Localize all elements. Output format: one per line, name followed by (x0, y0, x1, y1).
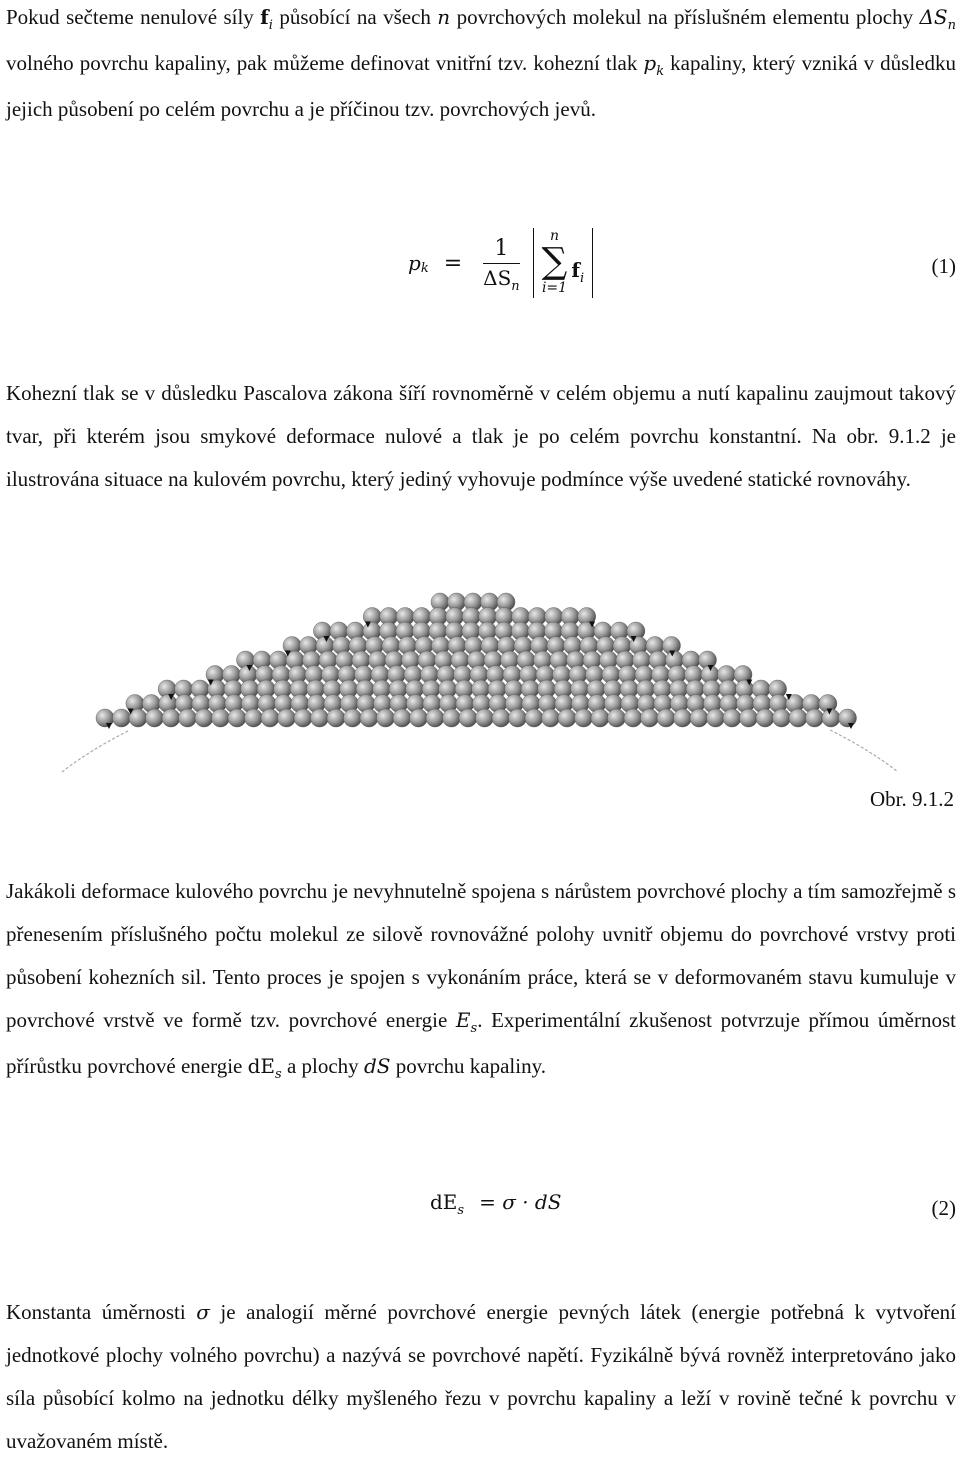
equation-2: $dE_s = \sigma$ · dS (2) (430, 1190, 956, 1220)
molecule (608, 709, 626, 727)
molecule (228, 709, 246, 727)
figure-spherical-surface-molecules (60, 590, 900, 780)
molecule (360, 709, 378, 727)
molecule (179, 709, 197, 727)
spherical-surface-arc-right (830, 730, 898, 772)
molecule (723, 709, 741, 727)
molecule (542, 709, 560, 727)
molecule (459, 709, 477, 727)
summation-symbol: n ∑ i=1 (541, 228, 568, 296)
molecule (756, 709, 774, 727)
molecule (492, 709, 510, 727)
molecule (558, 709, 576, 727)
molecule (278, 709, 296, 727)
molecule (509, 709, 527, 727)
molecule (476, 709, 494, 727)
equation-1: $p_k$ = $\frac{1}{\Delta S_n}$ n ∑ i=1 $f_i$ (1) (408, 228, 956, 296)
molecule (789, 709, 807, 727)
molecule (839, 709, 857, 727)
equation-1-number: (1) (931, 254, 956, 278)
molecule (591, 709, 609, 727)
molecule (393, 709, 411, 727)
paragraph-cohesive-intro: Pokud sečteme nenulové síly $f_i$ působící na všech n povrchových molekul na příslušném elementu plochy $\Delta S_n$ volného povrchu kapaliny, pak můžeme definovat vnitřní tzv. kohezní tlak $p_k$ kapaliny, který vzniká v důsledku jejich působení po celém povrchu a je příčinou tzv. povrchových jevů. (6, 5, 956, 121)
molecule (311, 709, 329, 727)
paragraph-surface-energy: Jakákoli deformace kulového povrchu je nevyhnutelně spojena s nárůstem povrchové plochy a tím samozřejmě s přenesením příslušného počtu molekul ze silově rovnovážné polohy uvnitř objemu do povrchové vrstvy proti působení kohezních sil. Tento proces je spojen s vykonáním práce, která se v deformovaném stavu kumuluje v povrchové vrstvě ve formě tzv. povrchové energie $E_s$. Experimentální zkušenost potvrzuje přímou úměrnost přírůstku povrchové energie $dE_s$ a plochy dS povrchu kapaliny. (6, 879, 956, 1082)
molecule (261, 709, 279, 727)
molecule (377, 709, 395, 727)
equation-1-fraction: $\frac{1}{\Delta S_n}$ (483, 235, 520, 294)
paragraph-pascal: Kohezní tlak se v důsledku Pascalova zákona šíří rovnoměrně v celém objemu a nutí kapalinu zaujmout takový tvar, při kterém jsou smykové deformace nulové a tlak je po celém povrchu konstantní. Na obr. 9.1.2 je ilustrována situace na kulovém povrchu, který jediný vyhovuje podmínce výše uvedené statické rovnováhy. (6, 381, 956, 491)
molecule (740, 709, 758, 727)
spherical-surface-arc-left (62, 730, 130, 772)
molecule (146, 709, 164, 727)
molecule (294, 709, 312, 727)
molecule (245, 709, 263, 727)
molecule (344, 709, 362, 727)
molecule (575, 709, 593, 727)
molecule (195, 709, 213, 727)
molecule (113, 709, 131, 727)
molecule (525, 709, 543, 727)
molecule (822, 709, 840, 727)
molecule (162, 709, 180, 727)
molecule (707, 709, 725, 727)
molecule (674, 709, 692, 727)
molecule (426, 709, 444, 727)
molecule (624, 709, 642, 727)
paragraph-surface-tension: Konstanta úměrnosti σ je analogií měrné povrchové energie pevných látek (energie potřebná k vytvoření jednotkové plochy volného povrchu) a nazývá se povrchové napětí. Fyzikálně bývá rovněž interpretováno jako síla působící kolmo na jednotku délky myšleného řezu v povrchu kapaliny a leží v rovině tečné k povrchu v uvažovaném místě. (6, 1300, 957, 1453)
molecule (773, 709, 791, 727)
molecule (212, 709, 230, 727)
molecule (690, 709, 708, 727)
molecule (327, 709, 345, 727)
molecule (641, 709, 659, 727)
equation-2-number: (2) (931, 1196, 956, 1220)
molecule (443, 709, 461, 727)
molecule-pile (96, 593, 857, 727)
molecule (806, 709, 824, 727)
molecule (657, 709, 675, 727)
figure-caption: Obr. 9.1.2 (870, 787, 954, 811)
equation-1-norm: n ∑ i=1 $f_i$ (533, 228, 593, 298)
molecule (410, 709, 428, 727)
